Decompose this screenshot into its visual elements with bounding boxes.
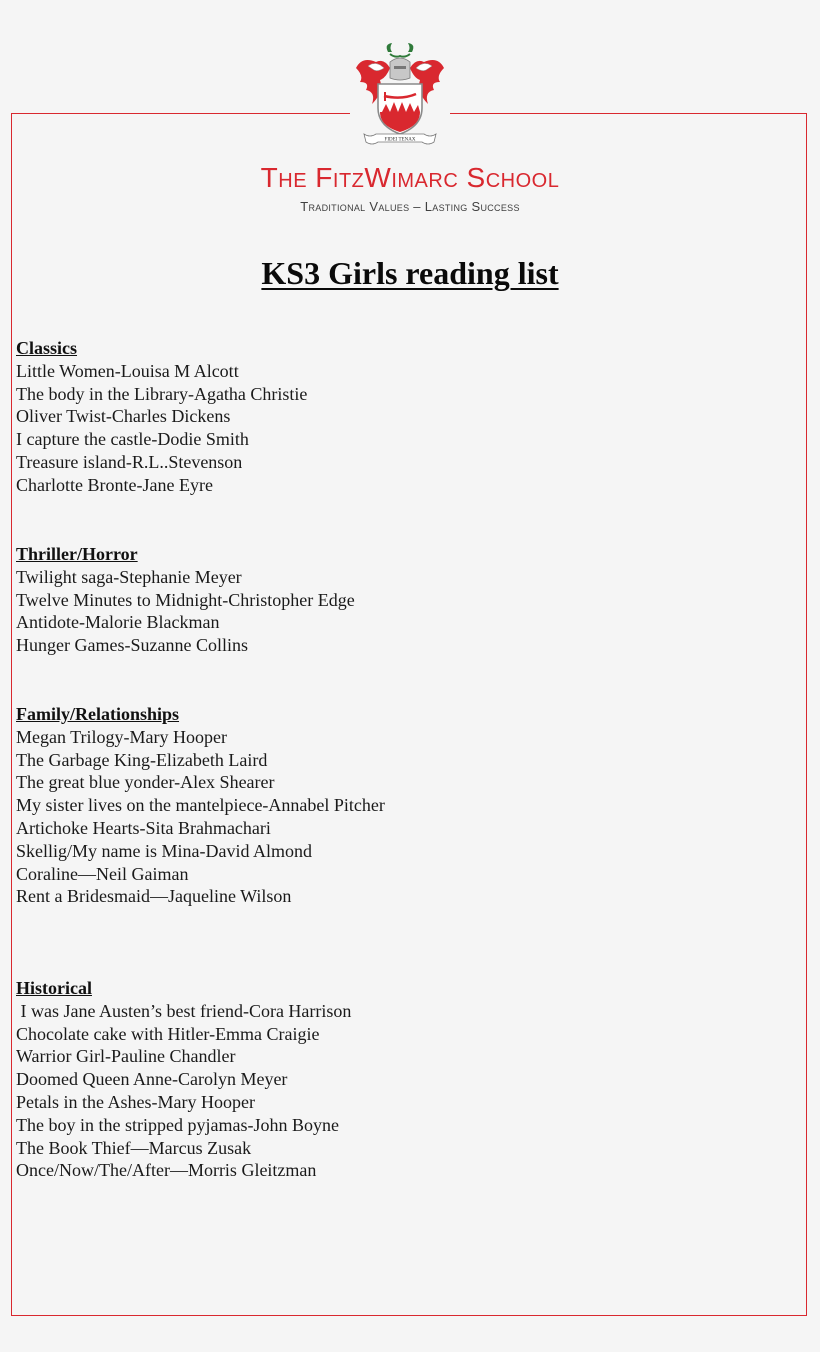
section-heading: Historical [16, 978, 92, 998]
svg-text:FIDEI TENAX: FIDEI TENAX [384, 137, 416, 143]
list-item: Twelve Minutes to Midnight-Christopher Edge [16, 589, 355, 610]
section-thriller-horror [16, 543, 796, 657]
list-item: Antidote-Malorie Blackman [16, 612, 220, 633]
list-item: Coraline—Neil Gaiman [16, 863, 189, 884]
list-item: Hunger Games-Suzanne Collins [16, 635, 248, 656]
list-item: Artichoke Hearts-Sita Brahmachari [16, 817, 271, 838]
book-list [16, 1000, 796, 1182]
list-item: Megan Trilogy-Mary Hooper [16, 726, 227, 747]
list-item: The boy in the stripped pyjamas-John Boyne [16, 1114, 339, 1135]
list-item: I was Jane Austen’s best friend-Cora Harrison [16, 1000, 352, 1021]
book-list [16, 726, 796, 908]
list-item: Skellig/My name is Mina-David Almond [16, 840, 312, 861]
list-item: Doomed Queen Anne-Carolyn Meyer [16, 1069, 288, 1090]
list-item: The Garbage King-Elizabeth Laird [16, 749, 268, 770]
list-item: Rent a Bridesmaid—Jaqueline Wilson [16, 886, 292, 907]
list-item: Treasure island-R.L..Stevenson [16, 451, 243, 472]
list-item: Little Women-Louisa M Alcott [16, 360, 239, 381]
list-item: Petals in the Ashes-Mary Hooper [16, 1091, 255, 1112]
section-heading: Classics [16, 338, 78, 358]
list-item: I capture the castle-Dodie Smith [16, 429, 249, 450]
school-tagline: Traditional Values – Lasting Success [300, 199, 520, 214]
list-item: Warrior Girl-Pauline Chandler [16, 1046, 236, 1067]
school-name: The FitzWimarc School [260, 162, 560, 193]
section-family-relationships [16, 703, 796, 908]
list-item: The great blue yonder-Alex Shearer [16, 772, 275, 793]
list-item: Once/Now/The/After—Morris Gleitzman [16, 1160, 317, 1181]
book-list [16, 566, 796, 657]
section-classics [16, 337, 796, 497]
book-list [16, 360, 796, 497]
section-heading: Thriller/Horror [16, 544, 138, 564]
school-crest-logo [350, 42, 450, 148]
list-item: The Book Thief—Marcus Zusak [16, 1137, 252, 1158]
list-item: Oliver Twist-Charles Dickens [16, 406, 231, 427]
section-historical [16, 977, 796, 1182]
list-item: Charlotte Bronte-Jane Eyre [16, 474, 213, 495]
section-heading: Family/Relationships [16, 704, 180, 724]
list-item: My sister lives on the mantelpiece-Annabel Pitcher [16, 795, 385, 816]
page-title-text: KS3 Girls reading list [261, 255, 559, 291]
page-title [0, 254, 820, 292]
list-item: The body in the Library-Agatha Christie [16, 383, 308, 404]
list-item: Chocolate cake with Hitler-Emma Craigie [16, 1023, 320, 1044]
list-item: Twilight saga-Stephanie Meyer [16, 566, 242, 587]
